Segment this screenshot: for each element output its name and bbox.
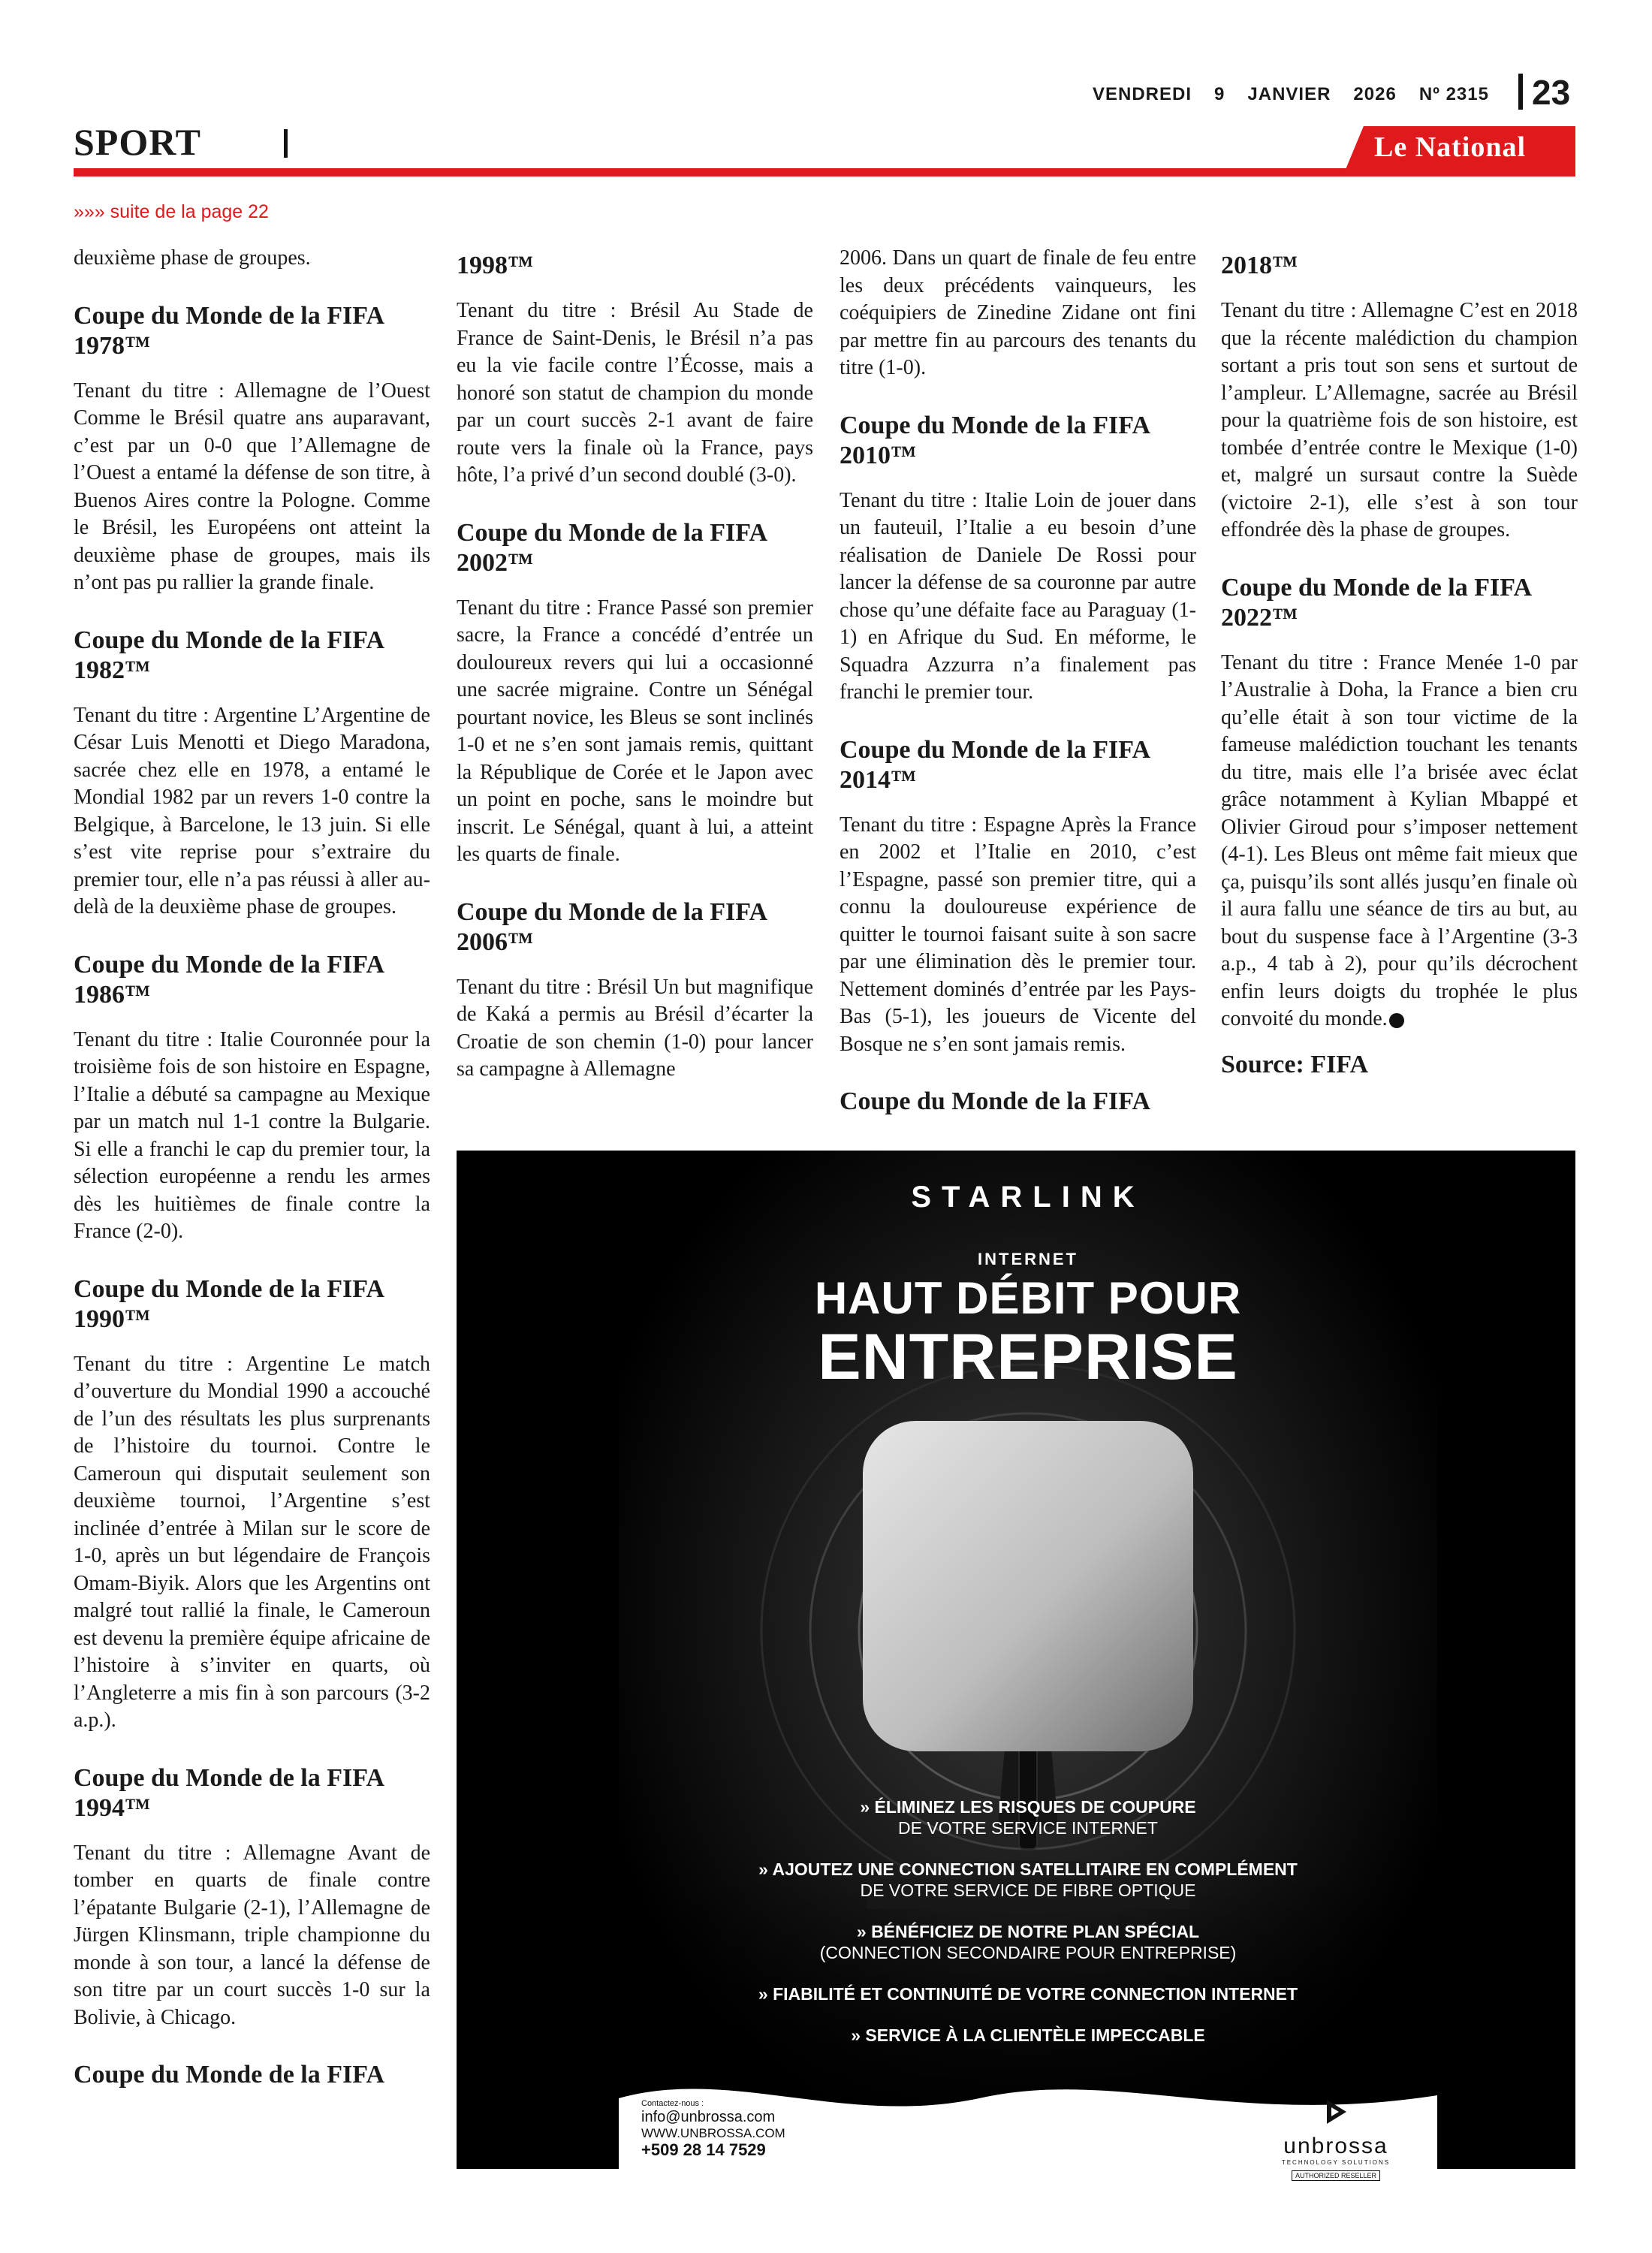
contact-email[interactable]: info@unbrossa.com <box>641 2109 776 2125</box>
column-2 <box>457 251 813 1084</box>
logo-tagline: TECHNOLOGY SOLUTIONS <box>1281 2159 1391 2166</box>
article-title: Coupe du Monde de la FIFA 2006™ <box>457 897 767 956</box>
contact-phone: +509 28 14 7529 <box>641 2140 766 2159</box>
article-body: Tenant du titre : Italie Couronnée pour la troisième fois de son histoire en Espagne, l’Italie a débuté sa campagne au Mexique par un match nul 1-1 contre la Bulgarie. Si elle a franchi le cap du premier tour, la sélection européenne a rendu les armes dès les huitièmes de finale contre la France (2-0). <box>74 1027 430 1243</box>
article-body-text: Tenant du titre : France Menée 1-0 par l’Australie à Doha, la France a bien cru qu’elle était à son tour victime de la fameuse malédiction touchant les tenants du titre, mais elle l’a brisée avec éclat grâce notamment à Kylian Mbappé et Olivier Giroud pour s’imposer nettement (4-1). Les Bleus ont même fait mieux que ça, puisqu’ils sont allés jusqu’en finale où il aura fallu une séance de tirs au but, au bout du suspense face à l’Argentine (3-3 a.p., 4 tab à 2), pour qu’ils décrochent enfin leurs doigts du trophée le plus convoité du monde. <box>1221 650 1578 1030</box>
year: 2026 <box>1353 84 1397 104</box>
ad-subheading: INTERNET <box>978 1250 1078 1268</box>
unbrossa-logo <box>1242 2097 1430 2182</box>
article-body: Tenant du titre : Argentine L’Argentine de César Luis Menotti et Diego Maradona, sacrée chez elle en 1978, a entamé le Mondial 1982 par un revers 1-0 contre la Belgique, à Barcelone, le 13 juin. Si elle s’est vite reprise pour s’extraire du premier tour, elle n’a pas réussi à aller au-delà de la deuxième phase de groupes. <box>74 703 430 918</box>
ad-benefit: » SERVICE À LA CLIENTÈLE IMPECCABLE <box>851 2025 1205 2045</box>
article-body: Tenant du titre : Brésil Au Stade de France de Saint-Denis, le Brésil n’a pas eu la vie facile contre l’Écosse, mais a honoré son statut de champion du monde par un court succès 2-1 avant de faire route vers la finale où la France, pays hôte, l’a privé d’un second doublé (3-0). <box>457 299 813 487</box>
article-body: Tenant du titre : Allemagne Avant de tomber en quarts de finale contre l’épatante Bulgarie (2-1), l’Allemagne de Jürgen Klinsmann, triple championne du monde à son tour, a lancé la défense de son titre par un court succès 1-0 sur la Bolivie, à Chicago. <box>74 1841 430 2029</box>
article-continuation: 2006. Dans un quart de finale de feu entre les deux précédents vainqueurs, les coéquipiers de Zinedine Zidane ont fini par mettre fin au parcours des tenants du titre (1-0). <box>840 246 1196 379</box>
end-of-article-icon <box>1389 1013 1404 1028</box>
issue-date <box>1093 84 1512 105</box>
ad-content <box>619 1151 1437 2179</box>
article-title: Coupe du Monde de la FIFA <box>74 2061 385 2089</box>
article-body: Tenant du titre : Allemagne C’est en 2018 que la récente malédiction du champion sortant a pris tout son sens et surtout de l’ampleur. L’Allemagne, sacrée au Brésil pour la quatrième fois de son histoire, est tombée d’entrée contre le Mexique (1-0) et, malgré un sursaut contre la Suède (victoire 2-1), elle s’est à son tour effondrée dès la phase de groupes. <box>1221 299 1578 541</box>
article-body: Tenant du titre : Allemagne de l’Ouest Comme le Brésil quatre ans auparavant, c’est par un 0-0 que l’Allemagne de l’Ouest a entamé la défense de son titre, à Buenos Aires contre la Pologne. Comme le Brésil, les Européens ont atteint la deuxième phase de groupes, mais ils n’ont pas pu rallier la grande finale. <box>74 379 430 594</box>
issue-number: Nº 2315 <box>1418 84 1489 104</box>
day: VENDREDI <box>1093 84 1192 104</box>
article-title: 2018™ <box>1221 252 1298 279</box>
article-continuation: deuxième phase de groupes. <box>74 246 311 270</box>
article-body: Tenant du titre : Italie Loin de jouer dans un fauteuil, l’Italie a eu besoin d’une réalisation de Daniele De Rossi pour lancer la défense de sa couronne par autre chose qu’une défaite face au Paraguay (1-1) en Afrique du Sud. En méforme, le Squadra Azzurra n’a finalement pas franchi le premier tour. <box>840 488 1196 704</box>
article-title: Coupe du Monde de la FIFA 2014™ <box>840 735 1150 794</box>
page-number: 23 <box>1532 73 1571 112</box>
dish-panel <box>863 1421 1193 1751</box>
column-1 <box>74 245 430 2090</box>
reseller-badge: AUTHORIZED RESELLER <box>1292 2170 1380 2181</box>
continued-from: »»» suite de la page 22 <box>74 201 269 222</box>
ad-contact <box>641 2098 785 2158</box>
page-number-divider <box>1518 74 1523 110</box>
article-title: Coupe du Monde de la FIFA 1990™ <box>74 1274 384 1333</box>
article-title: Coupe du Monde de la FIFA 1982™ <box>74 626 384 684</box>
section-divider <box>284 129 288 158</box>
ad-headline: HAUT DÉBIT POUR <box>814 1273 1242 1323</box>
article-body: Tenant du titre : France Passé son premier sacre, la France a concédé d’entrée un douloureux revers qui lui a occasionné une sacrée migraine. Contre un Sénégal pourtant novice, les Bleus se sont inclinés 1-0 et ne s’en sont jamais remis, quittant la République de Corée et le Japon avec un point en poche, sans le moindre but inscrit. Le Sénégal, quant à lui, a atteint les quarts de finale. <box>457 596 813 866</box>
month: JANVIER <box>1247 84 1331 104</box>
column-4 <box>1221 251 1578 1080</box>
ad-benefit: » FIABILITÉ ET CONTINUITÉ DE VOTRE CONNECTION INTERNET <box>758 1984 1298 2004</box>
ad-benefit: » ÉLIMINEZ LES RISQUES DE COUPURE DE VOTRE SERVICE INTERNET <box>860 1797 1196 1838</box>
article-body <box>1221 650 1578 1033</box>
article-title: Coupe du Monde de la FIFA 2022™ <box>1221 573 1531 632</box>
section-title: SPORT <box>74 121 201 163</box>
article-title: Coupe du Monde de la FIFA 1994™ <box>74 1763 384 1822</box>
column-3 <box>840 245 1196 1117</box>
logo-name: unbrossa <box>1283 2134 1388 2158</box>
article-title: Coupe du Monde de la FIFA 2002™ <box>457 518 767 577</box>
article-title: 1998™ <box>457 252 533 279</box>
article-title: Coupe du Monde de la FIFA 1978™ <box>74 301 384 360</box>
contact-label: Contactez-nous : <box>641 2099 704 2108</box>
ad-brand: STARLINK <box>911 1181 1145 1214</box>
play-logo-icon <box>1321 2097 1351 2127</box>
ad-benefit: » AJOUTEZ UNE CONNECTION SATELLITAIRE EN COMPLÉMENT DE VOTRE SERVICE DE FIBRE OPTIQUE <box>758 1859 1298 1900</box>
ad-benefits <box>619 1796 1437 2066</box>
ad-benefit: » BÉNÉFICIEZ DE NOTRE PLAN SPÉCIAL (CONNECTION SECONDAIRE POUR ENTREPRISE) <box>819 1922 1237 1962</box>
article-title: Coupe du Monde de la FIFA <box>840 1087 1151 1115</box>
date-number: 9 <box>1214 84 1225 104</box>
article-source: Source: FIFA <box>1221 1050 1369 1078</box>
article-body: Tenant du titre : Brésil Un but magnifique de Kaká a permis au Brésil d’écarter la Croatie de son chemin (1-0) pour lancer sa campagne à Allemagne <box>457 975 813 1081</box>
article-body: Tenant du titre : Argentine Le match d’ouverture du Mondial 1990 a accouché de l’un des résultats les plus surprenants de l’histoire du tournoi. Contre le Cameroun qui disputait seulement son deuxième tournoi, l’Argentine s’est inclinée d’entrée à Milan sur le score de 1-0, après un but légendaire de François Omam-Biyik. Alors que les Argentins ont malgré tout rallié la finale, le Cameroun est devenu la première équipe africaine de l’histoire à s’inviter en quarts, où l’Angleterre a mis fin à son parcours (3-2 a.p.). <box>74 1352 430 1732</box>
article-body: Tenant du titre : Espagne Après la France en 2002 et l’Italie en 2010, c’est l’Espagne, passé son premier titre, qui a connu la douloureuse expérience de quitter le tournoi faisant suite à son sacre par une élimination dès le premier tour. Nettement dominés d’entrée par les Pays-Bas (5-1), les joueurs de Vicente del Bosque ne s’en sont jamais remis. <box>840 813 1196 1056</box>
article-title: Coupe du Monde de la FIFA 1986™ <box>74 950 384 1009</box>
ad-headline-large: ENTREPRISE <box>818 1321 1238 1393</box>
contact-website[interactable]: WWW.UNBROSSA.COM <box>641 2126 785 2140</box>
article-title: Coupe du Monde de la FIFA 2010™ <box>840 411 1150 469</box>
starlink-advertisement[interactable] <box>457 1151 1575 2179</box>
masthead: Le National <box>1374 131 1527 163</box>
